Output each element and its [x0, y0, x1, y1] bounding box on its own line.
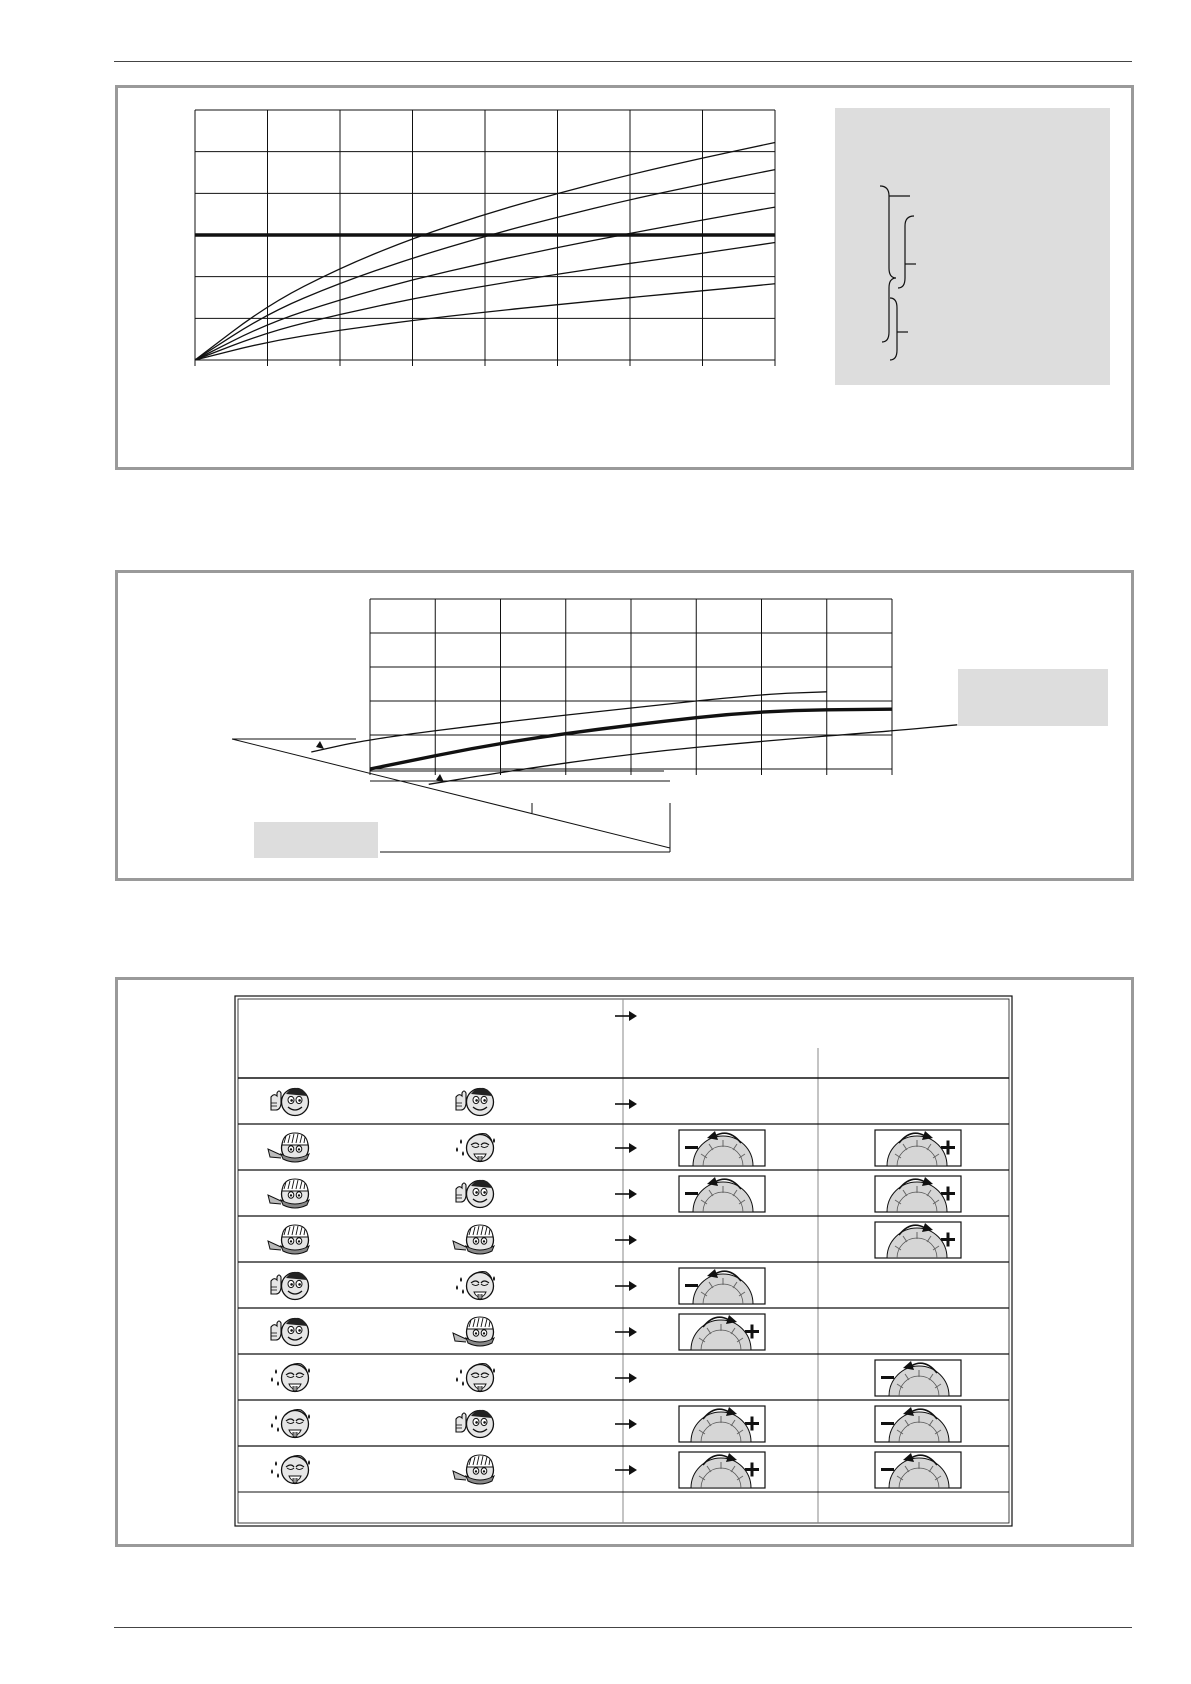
cold-face-icon [453, 1317, 494, 1346]
dial-plus-icon [875, 1176, 961, 1212]
dial-minus-icon [679, 1268, 765, 1304]
header-arrow-icon [615, 1011, 637, 1021]
parallel-shift-chart [118, 573, 1131, 878]
dial-plus-icon [679, 1406, 765, 1442]
thumbs-up-face-icon [271, 1318, 309, 1346]
dial-minus-icon [679, 1176, 765, 1212]
dial-plus-icon [875, 1130, 961, 1166]
thumbs-up-face-icon [456, 1088, 494, 1116]
right-arrow-icon [615, 1419, 637, 1429]
thumbs-up-face-icon [271, 1088, 309, 1116]
series-line-lower [429, 725, 958, 785]
dial-plus-icon [679, 1452, 765, 1488]
parallel-shift-panel [115, 570, 1134, 881]
dial-minus-icon [875, 1452, 961, 1488]
right-arrow-icon [615, 1465, 637, 1475]
right-arrow-icon [615, 1281, 637, 1291]
sweating-face-icon [456, 1134, 495, 1162]
sweating-face-icon [456, 1364, 495, 1392]
dial-minus-icon [875, 1360, 961, 1396]
cold-face-icon [453, 1225, 494, 1254]
sweating-face-icon [271, 1456, 310, 1484]
cold-face-icon [268, 1179, 309, 1208]
right-arrow-icon [615, 1327, 637, 1337]
sweating-face-icon [271, 1410, 310, 1438]
right-shade-box [958, 669, 1108, 726]
dial-minus-icon [875, 1406, 961, 1442]
right-arrow-icon [615, 1235, 637, 1245]
adjustment-table-panel [115, 977, 1134, 1547]
dial-plus-icon [679, 1314, 765, 1350]
legend-shade-box [835, 108, 1110, 385]
right-arrow-icon [615, 1189, 637, 1199]
thumbs-up-face-icon [271, 1272, 309, 1300]
bottom-rule [114, 1627, 1132, 1628]
dial-minus-icon [679, 1130, 765, 1166]
cold-face-icon [453, 1455, 494, 1484]
adjustment-table [118, 980, 1131, 1544]
heating-curve-panel [115, 85, 1134, 470]
heating-curve-chart [118, 88, 1131, 467]
thumbs-up-face-icon [456, 1410, 494, 1438]
sweating-face-icon [271, 1364, 310, 1392]
top-rule [114, 61, 1132, 62]
sweating-face-icon [456, 1272, 495, 1300]
left-shade-box [254, 822, 378, 858]
thumbs-up-face-icon [456, 1180, 494, 1208]
shift-arrowhead-upper [316, 741, 324, 749]
cold-face-icon [268, 1133, 309, 1162]
dial-plus-icon [875, 1222, 961, 1258]
right-arrow-icon [615, 1099, 637, 1109]
right-arrow-icon [615, 1143, 637, 1153]
right-arrow-icon [615, 1373, 637, 1383]
cold-face-icon [268, 1225, 309, 1254]
